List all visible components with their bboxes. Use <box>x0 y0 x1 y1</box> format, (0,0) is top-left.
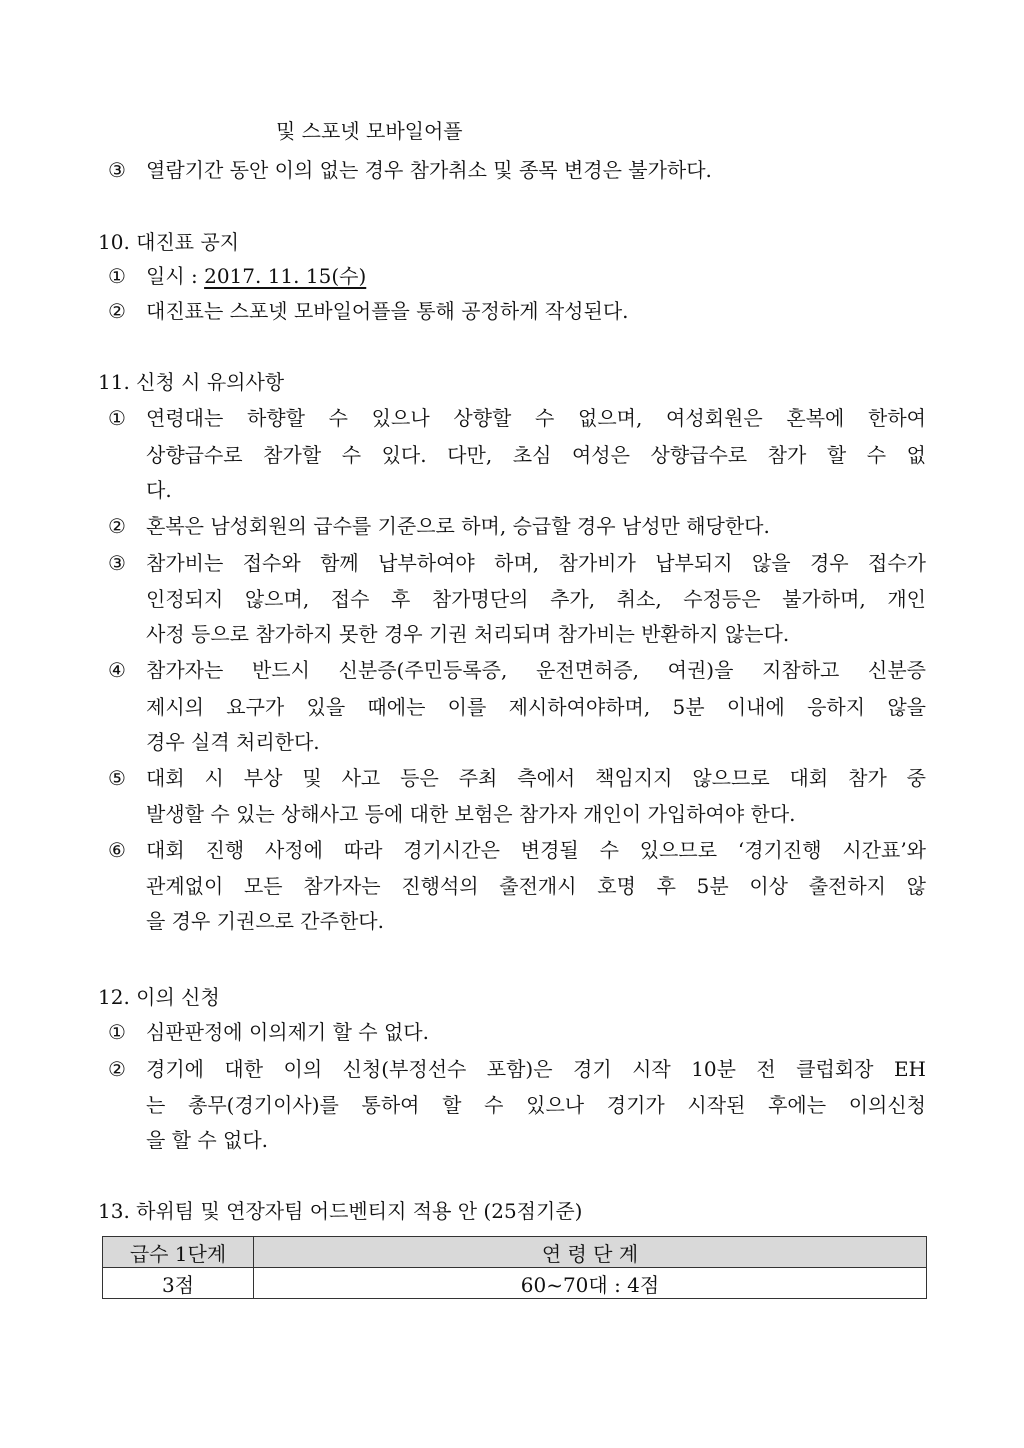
item-number: ① <box>108 406 126 430</box>
item-text: 심판판정에 이의제기 할 수 없다. <box>146 1020 429 1044</box>
column-header: 연 령 단 계 <box>254 1237 927 1268</box>
item-number: ① <box>108 1020 126 1044</box>
item-number: ② <box>108 1057 126 1081</box>
event-date: 2017. 11. 15(수) <box>204 264 367 288</box>
item-text: 경기에 대한 이의 신청(부정선수 포함)은 경기 시작 10분 전 클럽회장 EH <box>146 1057 926 1081</box>
item-text: 대회 진행 사정에 따라 경기시간은 변경될 수 있으므로 ‘경기진행 시간표’와 <box>146 838 926 862</box>
item-number: ① <box>108 264 126 288</box>
item-number: ② <box>108 299 126 323</box>
table-cell: 3점 <box>103 1268 254 1299</box>
table-header-row <box>103 1237 927 1268</box>
item-text: 연령대는 하향할 수 있으나 상향할 수 없으며, 여성회원은 혼복에 한하여 <box>146 406 926 430</box>
item-number: ③ <box>108 158 126 182</box>
item-number: ② <box>108 514 126 538</box>
item-text: 혼복은 남성회원의 급수를 기준으로 하며, 승급할 경우 남성만 해당한다. <box>146 514 770 538</box>
column-header: 급수 1단계 <box>103 1237 254 1268</box>
document-page: 및 스포넷 모바일어플 ③ 열람기간 동안 이의 없는 경우 참가취소 및 종목 변경은 불가하다. 10. 대진표 공지 ① 일시 : 2017. 11. 15(수) ② 대진표는 스포넷 모바일어플을 통해 공정하게 작성된다. 11. 신청 시 유의사항 ① 연령대는 하향할 수 있으나 상향할 수 없으며, 여성회원은 혼복에 한하여 상향급수로 참가할 수 있다. 다만, 초심 여성은 상향급수로 참가 할 수 없 다. ② 혼복은 남성회원의 급수를 기준으로 하며, 승급할 경우 남성만 해당한다. ③ 참가비는 접수와 함께 납부하여야 하며, 참가비가 납부되지 않을 경우 접수가 인정되지 않으며, 접수 후 참가명단의 추가, 취소, 수정등은 불가하며, 개인 사정 등으로 참가하지 못한 경우 기권 처리되며 참가비는 반환하지 않는다. ④ 참가자는 반드시 신분증(주민등록증, 운전면허증, 여권)을 지참하고 신분증 제시의 요구가 있을 때에는 이를 제시하여야하며, 5분 이내에 응하지 않을 경우 실격 처리한다. ⑤ 대회 시 부상 및 사고 등은 주최 측에서 책임지지 않으므로 대회 참가 중 발생할 수 있는 상해사고 등에 대한 보험은 참가자 개인이 가입하여야 한다. ⑥ 대회 진행 사정에 따라 경기시간은 변경될 수 있으므로 ‘경기진행 시간표’와 관계없이 모든 참가자는 진행석의 출전개시 호명 후 5분 이상 출전하지 않 을 경우 기권으로 간주한다. 12. 이의 신청 ① 심판판정에 이의제기 할 수 없다. ② 경기에 대한 이의 신청(부정선수 포함)은 경기 시작 10분 전 클럽회장 EH 는 총무(경기이사)를 통하여 할 수 있으나 경기가 시작된 후에는 이의신청 을 할 수 없다. 13. 하위팀 및 연장자팀 어드벤티지 적용 안 (25점기준) 급수 1단계 연 령 단 계 3점 60~70대 : 4점 <box>0 0 1024 1448</box>
item-number: ⑥ <box>108 838 126 862</box>
item-text: 참가비는 접수와 함께 납부하여야 하며, 참가비가 납부되지 않을 경우 접수가 <box>146 551 926 575</box>
item-number: ④ <box>108 658 126 682</box>
item-text: 대회 시 부상 및 사고 등은 주최 측에서 책임지지 않으므로 대회 참가 중 <box>146 766 926 790</box>
item-text: 대진표는 스포넷 모바일어플을 통해 공정하게 작성된다. <box>146 299 629 323</box>
item-text: 열람기간 동안 이의 없는 경우 참가취소 및 종목 변경은 불가하다. <box>146 158 712 182</box>
item-text: 일시 : 2017. 11. 15(수) <box>146 264 367 288</box>
table-row <box>103 1268 927 1299</box>
advantage-table <box>102 1236 927 1299</box>
item-number: ③ <box>108 551 126 575</box>
table-cell: 60~70대 : 4점 <box>254 1268 927 1299</box>
item-number: ⑤ <box>108 766 126 790</box>
item-text: 참가자는 반드시 신분증(주민등록증, 운전면허증, 여권)을 지참하고 신분증 <box>146 658 926 682</box>
